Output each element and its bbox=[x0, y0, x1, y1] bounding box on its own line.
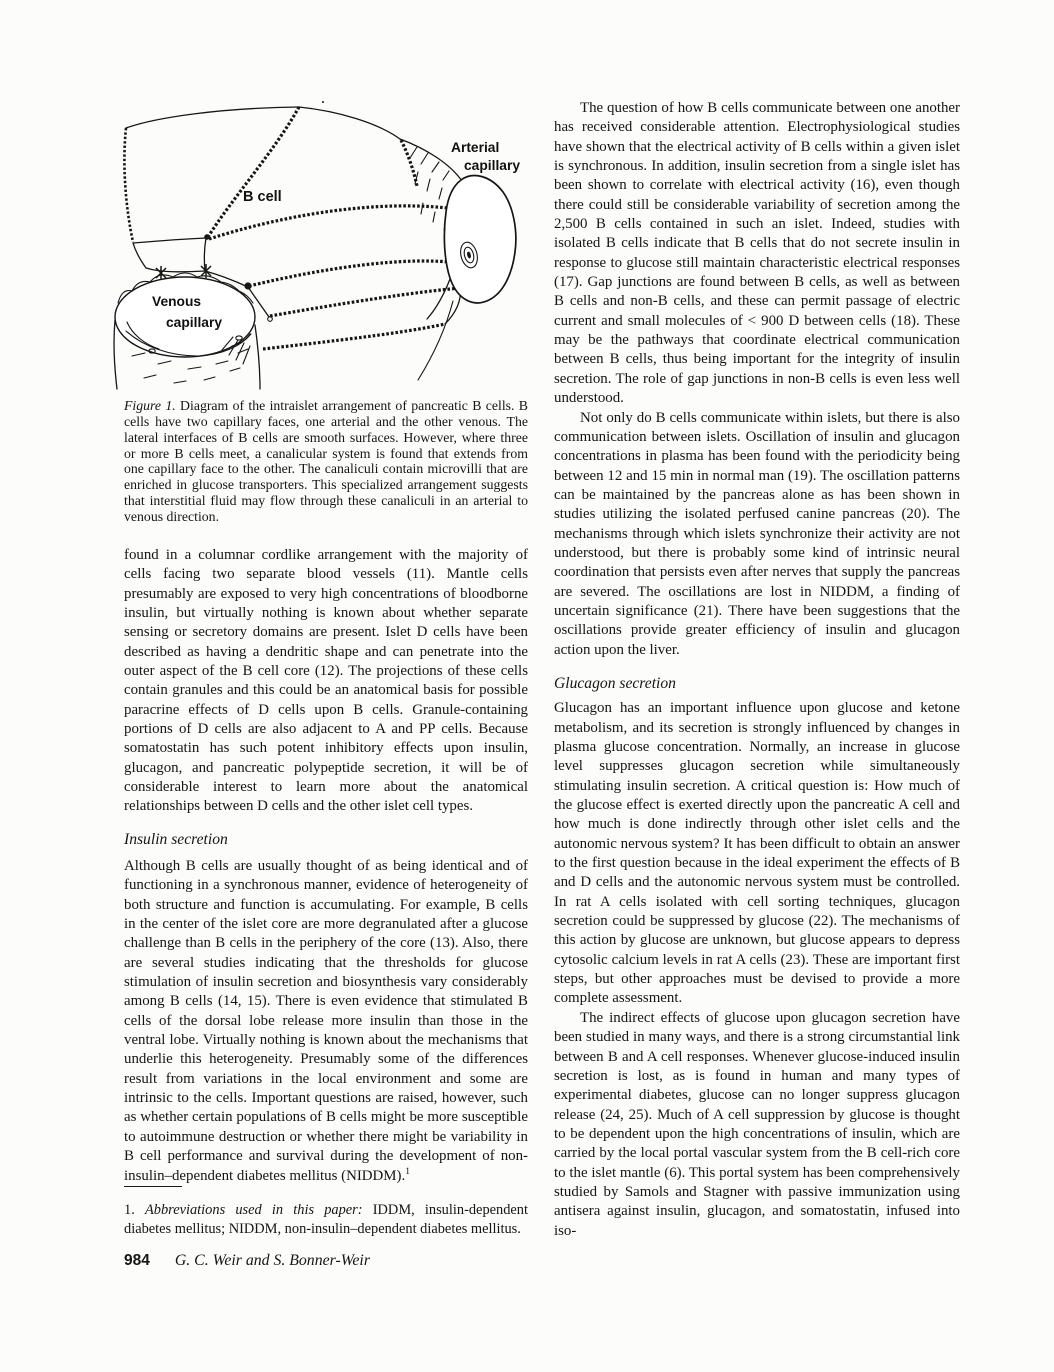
arterial-capillary-label-line1: Arterial bbox=[451, 140, 500, 155]
footnote-marker: 1. bbox=[124, 1202, 145, 1219]
figure-caption-text: Diagram of the intraislet arrangement of pancreatic B cells. B cells have two capillary faces, one arterial and the other venous. The lateral interfaces of B cells are smooth surfaces. However, where three or more B cells meet, a canalicular system is found that extends from one capillary face to the other. The canaliculi contain microvilli that are enriched in glucose transporters. This specialized arrangement suggests that interstitial fluid may flow through these canaliculi in an arterial to venous direction. bbox=[124, 397, 528, 525]
body-paragraph: Not only do B cells communicate within islets, but there is also communication between islets. Oscillation of insulin and glucagon concentrations in plasma has been found with the periodicity being between 12 and 15 min in normal man (19). The oscillation patterns can be maintained by the pancreas alone as has been shown in studies utilizing the isolated perfused canine pancreas (20). The mechanisms through which islets synchronize their activity are not understood, but there is probably some kind of intrinsic neural coordination that persists even after nerves that supply the pancreas are severed. The oscillations are lost in NIDDM, a finding of uncertain significance (21). There have been suggestions that the oscillations provide greater efficiency of insulin and glucagon action upon the liver. bbox=[554, 409, 960, 658]
venous-capillary-label-line1: Venous bbox=[152, 294, 202, 309]
footnote-rule bbox=[124, 1186, 182, 1187]
page-footer bbox=[124, 1252, 370, 1270]
insulin-paragraph-text: Although B cells are usually thought of as being identical and of functioning in a synchronous manner, evidence of heterogeneity of both structure and function is accumulating. For example, B cells in the center of the islet core are more degranulated after a glucose challenge than B cells in the periphery of the core (13). Also, there are several studies indicating that the thresholds for glucose stimulation of insulin secretion and biosynthesis vary considerably among B cells (14, 15). There is even evidence that stimulated B cells of the dorsal lobe release more insulin than those in the ventral lobe. Virtually nothing is known about the mechanisms that underlie this heterogeneity. Presumably some of the differences result from variations in the local environment and some are intrinsic to the cells. Important questions are raised, however, such as whether certain populations of B cells might be more susceptible to autoimmune destruction or whether there might be variability in B cell performance and survival during the development of non-insulin–dependent diabetes mellitus (NIDDM). bbox=[124, 858, 528, 1184]
b-cell-label: B cell bbox=[243, 189, 282, 205]
body-paragraph: The indirect effects of glucose upon glucagon secretion have been studied in many ways, and there is a strong circumstantial link between B and A cell responses. Whenever glucose-induced insulin secretion is lost, as is found in human and many types of experimental diabetes, glucose can no longer suppress glucagon release (24, 25). Much of A cell suppression by glucose is thought to be dependent upon the high concentrations of insulin, which are carried by the local portal vascular system from the B cell-rich core to the islet mantle (6). This portal system has been comprehensively studied by Samols and Stagner with passive immunization using antisera against insulin, glucagon, and somatostatin, infused into iso- bbox=[554, 1009, 960, 1239]
insulin-secretion-heading: Insulin secretion bbox=[124, 831, 228, 848]
figure-1-diagram bbox=[112, 94, 544, 392]
left-column-paragraph-2 bbox=[124, 857, 528, 1186]
venous-capillary-label-line2: capillary bbox=[166, 315, 222, 330]
glucagon-secretion-heading: Glucagon secretion bbox=[554, 674, 676, 692]
footnote-reference: 1 bbox=[405, 1166, 410, 1177]
footnote-text bbox=[124, 1201, 528, 1239]
running-title: G. C. Weir and S. Bonner-Weir bbox=[174, 1252, 370, 1269]
body-paragraph: Glucagon has an important influence upon glucose and ketone metabolism, and its secretion is strongly influenced by changes in plasma glucose concentration. Normally, an increase in glucose level suppresses glucagon secretion while simultaneously stimulating insulin secretion. A critical question is: How much of the glucose effect is exerted directly upon the pancreatic A cell and how much is done indirectly through other islet cells and the autonomic nervous system? It has been difficult to obtain an answer to the first question because in the ideal experiment the effects of B and D cells and the autonomic nervous system must be controlled. In rat A cells isolated with cell sorting techniques, glucagon secretion could be suppressed by glucose (22). The mechanisms of this action by glucose are unknown, but glucose appears to depress cytosolic calcium levels in rat A cells (23). These are important first steps, but other approaches must be devised to provide a more complete assessment. bbox=[554, 700, 960, 1007]
left-column-paragraph-1 bbox=[124, 546, 528, 817]
venous-capillary-shape bbox=[114, 273, 260, 389]
arterial-capillary-label-line2: capillary bbox=[464, 158, 520, 173]
body-paragraph bbox=[124, 857, 528, 1186]
footnote-body: IDDM, insulin-dependent diabetes mellitus; NIDDM, non-insulin–dependent diabetes mellitus. bbox=[124, 1202, 528, 1238]
figure-caption bbox=[124, 398, 528, 525]
figure-caption-lead: Figure 1. bbox=[124, 397, 176, 413]
body-paragraph: found in a columnar cordlike arrangement with the majority of cells facing two separate blood vessels (11). Mantle cells presumably are exposed to very high concentrations of bloodborne insulin, but virtually nothing is known about whether separate sensing or secretory domains are present. Islet D cells have been described as having a dendritic shape and can penetrate into the outer aspect of the B cell core (12). The projections of these cells contain granules and this could be an anatomical basis for possible paracrine effects of D cells upon B cells. Granule-containing portions of D cells are also adjacent to A and PP cells. Because somatostatin has such potent inhibitory effects upon insulin, glucagon, and pancreatic polypeptide secretion, it will be of considerable interest to learn more about the anatomical relationships between D cells and the other islet cell types. bbox=[124, 547, 528, 815]
footnote-lead: Abbreviations used in this paper: bbox=[144, 1202, 363, 1219]
right-column bbox=[554, 99, 960, 1241]
footnote-block bbox=[124, 1186, 528, 1254]
figure-1 bbox=[112, 94, 544, 392]
page-number: 984 bbox=[124, 1252, 150, 1269]
body-paragraph: The question of how B cells communicate between one another has received considerable attention. Electrophysiological studies have shown that the electrical activity of B cells within a given islet is synchronous. In addition, insulin secretion from a single islet has been shown to correlate with electrical activity (16), even though there could still be considerable variability of secretion among the 2,500 B cells contained in such an islet. Indeed, studies with isolated B cells indicate that B cells that do not secrete insulin in response to glucose still maintain characteristic electrical responses (17). Gap junctions are found between B cells, as well as between B cells and non-B cells, and these can permit passage of electric current and small molecules of < 900 D between cells (18). These may be the pathways that coordinate electrical communication between B cells, thus being important for the integrity of insulin secretion. The role of gap junctions in non-B cells is even less well understood. bbox=[554, 100, 960, 407]
